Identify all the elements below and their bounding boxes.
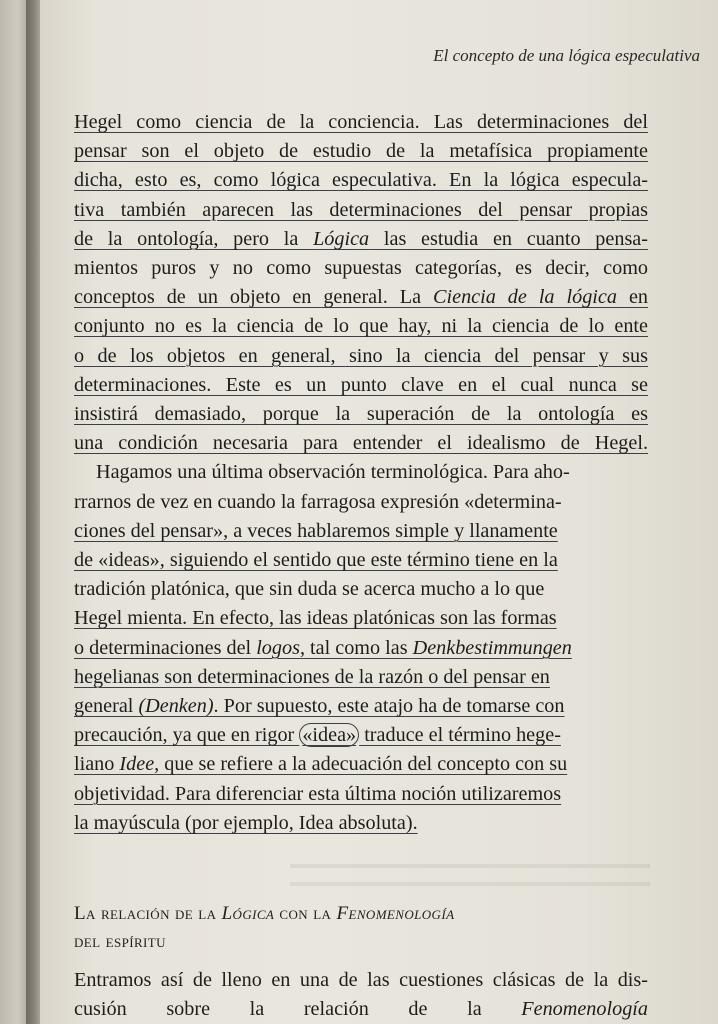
text-line: determinaciones. Este es un punto clave en el cual nunca se [74,373,648,396]
text-line: ciones del pensar», a veces hablaremos simple y llanamente [74,519,558,542]
show-through-text [290,850,650,890]
text-line: cusión sobre la relación de la Fenomenología [74,998,648,1021]
text-line: hegelianas son determinaciones de la razón o del pensar en [74,665,550,688]
text-line: conceptos de un objeto en general. La Ciencia de la lógica en [74,286,648,309]
text-line: Hagamos una última observación terminológica. Para aho- [96,461,570,484]
text-line: precaución, ya que en rigor «idea» traduce el término hege- [74,724,561,747]
text-line: de la ontología, pero la Lógica las estudia en cuanto pensa- [74,227,648,250]
paragraph-1 [74,108,648,458]
italic-title: Ciencia de la lógica [433,286,617,309]
paragraph-2 [74,458,648,838]
circled-word: «idea» [299,723,359,747]
text-line: general (Denken). Por supuesto, este atajo ha de tomarse con [74,695,565,718]
main-text [74,108,648,838]
text-line: Entramos así de lleno en una de las cuestiones clásicas de la dis- [74,969,648,991]
text-line: Hegel como ciencia de la conciencia. Las determinaciones del [74,111,648,133]
text-line: tiva también aparecen las determinaciones del pensar propias [74,198,648,221]
italic-title: Lógica [313,227,370,250]
text-line: mientos puros y no como supuestas categorías, es decir, como [74,257,648,280]
text-line: una condición necesaria para entender el idealismo de Hegel. [74,432,648,455]
text-line: insistirá demasiado, porque la superación de la ontología es [74,403,648,426]
book-page [40,0,718,1024]
section-heading: La relación de la Lógica con la Fenomenología del espíritu [74,903,455,952]
text-line: o de los objetos en general, sino la ciencia del pensar y sus [74,344,648,367]
text-line: de «ideas», siguiendo el sentido que este término tiene en la [74,549,558,572]
text-line: pensar son el objeto de estudio de la metafísica propiamente [74,140,648,163]
text-line: Hegel mienta. En efecto, las ideas platónicas son las formas [74,607,557,630]
text-line: objetividad. Para diferenciar esta última noción utilizaremos [74,782,562,805]
text-line: dicha, esto es, como lógica especulativa. En la lógica especula- [74,169,648,192]
text-line: rrarnos de vez en cuando la farragosa expresión «determina- [74,490,562,513]
text-line: tradición platónica, que sin duda se acerca mucho a lo que [74,578,545,601]
text-line: conjunto no es la ciencia de lo que hay, ni la ciencia de lo ente [74,315,648,338]
next-paragraph [74,966,648,1024]
text-line: o determinaciones del logos, tal como las Denkbestimmungen [74,636,572,659]
running-head: El concepto de una lógica especulativa [433,46,700,65]
text-line: liano Idee, que se refiere a la adecuación del concepto con su [74,753,568,776]
text-line: la mayúscula (por ejemplo, Idea absoluta). [74,811,418,834]
